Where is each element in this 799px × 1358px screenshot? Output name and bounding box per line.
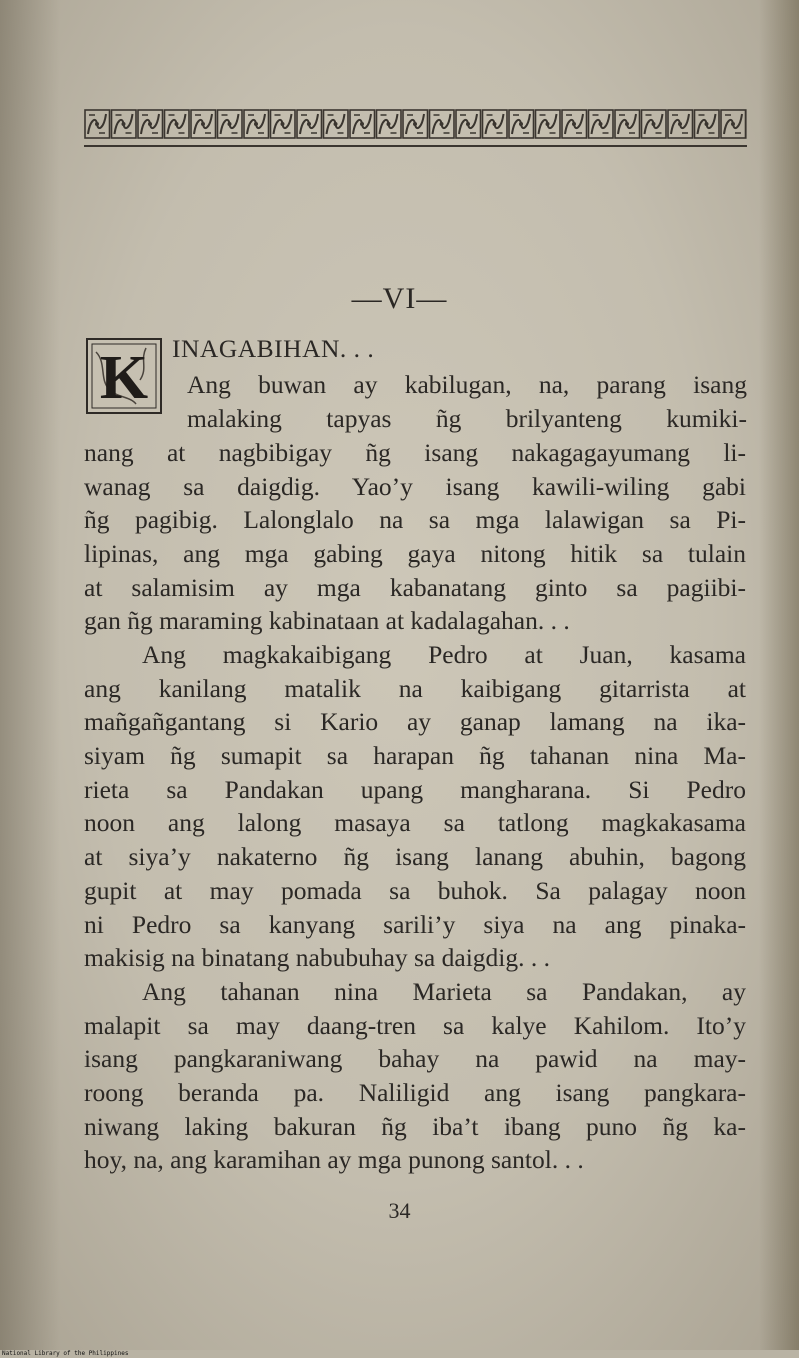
chapter-heading: —VI— [351, 282, 448, 315]
text-line: hoy, na, ang karamihan ay mga punong santol. . . [84, 1145, 584, 1175]
paragraph-1-top [187, 368, 747, 435]
dropcap-letter: K [99, 344, 149, 412]
paragraph-1 [84, 436, 746, 638]
text-line: malaking tapyas ñg brilyanteng kumiki- [187, 403, 747, 433]
text-line: niwang laking bakuran ñg iba’t ibang puno ñg ka- [84, 1111, 746, 1141]
text-line: gan ñg maraming kabinataan at kadalagahan. . . [84, 606, 570, 636]
footer-credit: National Library of the Philippines [2, 1350, 129, 1357]
text-line: malapit sa may daang-tren sa kalye Kahilom. Ito’y [84, 1010, 746, 1040]
text-line: Ang tahanan nina Marieta sa Pandakan, ay [142, 977, 746, 1006]
page-shadow-right [759, 0, 799, 1350]
text-line: siyam ñg sumapit sa harapan ñg tahanan nina Ma- [84, 741, 746, 771]
paragraph-2 [84, 638, 746, 975]
text-line: ang kanilang matalik na kaibigang gitarrista at [84, 673, 746, 703]
text-line: ñg pagibig. Lalonglalo na sa mga lalawigan sa Pi- [84, 505, 746, 535]
text-line: roong beranda pa. Naliligid ang isang pangkara- [84, 1078, 746, 1108]
text-line: noon ang lalong masaya sa tatlong magkakasama [84, 808, 746, 838]
chapter-opening-word: INAGABIHAN. . . [172, 334, 375, 363]
text-line: wanag sa daigdig. Yao’y isang kawili-wiling gabi [84, 471, 746, 501]
text-line: Ang magkakaibigang Pedro at Juan, kasama [142, 640, 746, 669]
text-line: rieta sa Pandakan upang mangharana. Si Pedro [84, 774, 746, 804]
text-line: Ang buwan ay kabilugan, na, parang isang [187, 370, 747, 399]
text-line: at siya’y nakaterno ñg isang lanang abuhin, bagong [84, 842, 746, 872]
paragraph-3 [84, 975, 746, 1177]
header-rule [84, 145, 747, 147]
text-line: nang at nagbibigay ñg isang nakagagayumang li- [84, 438, 746, 467]
text-line: isang pangkaraniwang bahay na pawid na may- [84, 1044, 746, 1074]
text-line: at salamisim ay mga kabanatang ginto sa pagiibi- [84, 572, 746, 602]
header-ornament-band [84, 106, 747, 142]
text-line: gupit at may pomada sa buhok. Sa palagay noon [84, 875, 746, 905]
page-number: 34 [388, 1198, 411, 1223]
text-line: ni Pedro sa kanyang sarili’y siya na ang pinaka- [84, 909, 746, 939]
text-line: mañgañgantang si Kario ay ganap lamang na ika- [84, 707, 746, 737]
text-line: makisig na binatang nabubuhay sa daigdig. . . [84, 943, 550, 973]
dropcap-ornament [86, 338, 162, 414]
text-line: lipinas, ang mga gabing gaya nitong hitik sa tulain [84, 539, 746, 569]
page-shadow-left [0, 0, 60, 1350]
